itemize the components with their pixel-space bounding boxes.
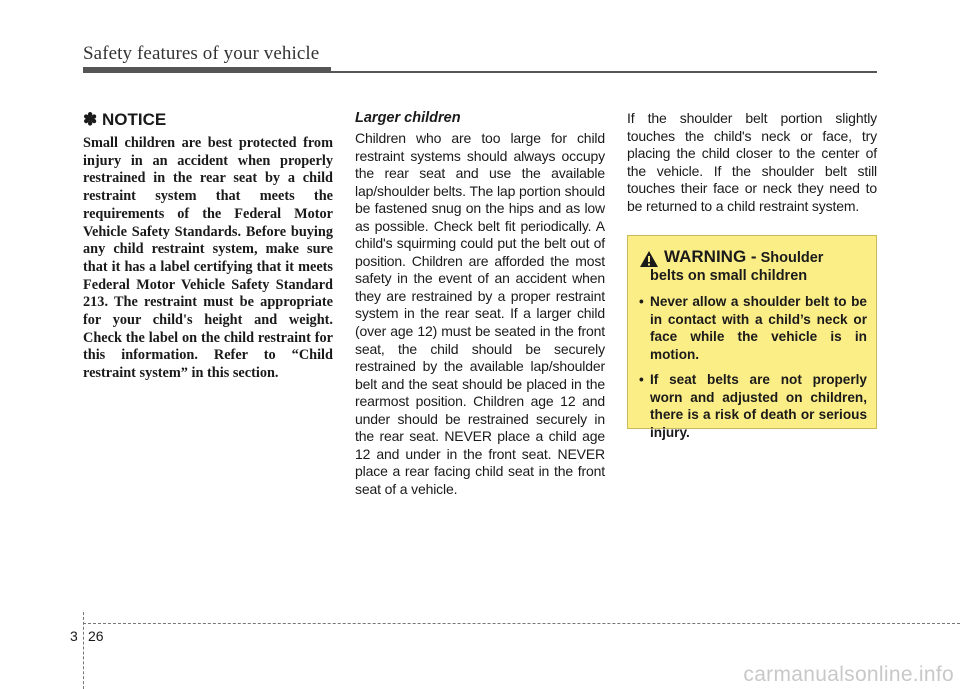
notice-body: Small children are best protected from injury in an accident when properly restrained in the rear seat by a child restraint system that meets the requirements of the Federal Motor Vehicle Safety Standards. Before buying any child restraint system, make sure that it has a label certifying that it meets Federal Motor Vehicle Safety Standard 213. The restraint must be appropriate for your child's height and weight. Check the label on the child restraint for this information. Refer to “Child restraint system” in this section.	[83, 135, 333, 382]
warning-title	[664, 248, 823, 267]
footer-rule	[83, 623, 960, 624]
warning-list	[639, 293, 867, 441]
warning-box	[627, 235, 877, 440]
notice-title	[83, 110, 333, 130]
notice-symbol-icon: ✽	[83, 110, 98, 129]
warning-header	[639, 248, 867, 268]
larger-children-heading: Larger children	[355, 110, 461, 126]
shoulder-belt-section	[627, 110, 877, 215]
warning-triangle-icon	[639, 250, 659, 268]
shoulder-belt-paragraph: If the shoulder belt portion slightly touches the child's neck or face, try placing the child closer to the center of the vehicle. If the shoulder belt still touches their face or neck they need to be returned to a child restraint system.	[627, 110, 877, 214]
larger-children-body: Children who are too large for child restraint systems should always occupy the rear seat and use the available lap/shoulder belts. The lap portion should be fastened snug on the hips and as low as possible. Check belt fit periodically. A child's squirming could put the belt out of position. Children are afforded the most safety in the event of an accident when they are restrained by a proper restraint system in the rear seat. If a larger child (over age 12) must be seated in the front seat, the child should be securely restrained by the available lap/shoulder belt and the seat should be placed in the rearmost position. Children age 12 and under should be restrained securely in the rear seat. NEVER place a child age 12 and under in the front seat. NEVER place a rear facing child seat in the front seat of a vehicle.	[355, 130, 605, 497]
notice-title-text: NOTICE	[101, 110, 167, 129]
watermark: carmanualsonline.info	[743, 663, 954, 686]
warning-item: • Never allow a shoulder belt to be in contact with a child’s neck or face while the vehicle is in motion.	[639, 293, 867, 363]
page-header-title: Safety features of your vehicle	[83, 43, 320, 64]
header-rule	[83, 71, 877, 73]
larger-children-section	[355, 110, 605, 498]
chapter-number: 3	[70, 628, 78, 644]
page-number: 26	[88, 628, 104, 644]
warning-subtitle: belts on small children	[650, 268, 808, 284]
notice-section	[83, 110, 333, 383]
warning-word: WARNING -	[664, 247, 757, 266]
warning-title-rest: Shoulder	[760, 250, 824, 266]
footer-vertical-rule	[83, 612, 84, 689]
warning-item: • If seat belts are not properly worn and adjusted on children, there is a risk of death or serious injury.	[639, 371, 867, 441]
